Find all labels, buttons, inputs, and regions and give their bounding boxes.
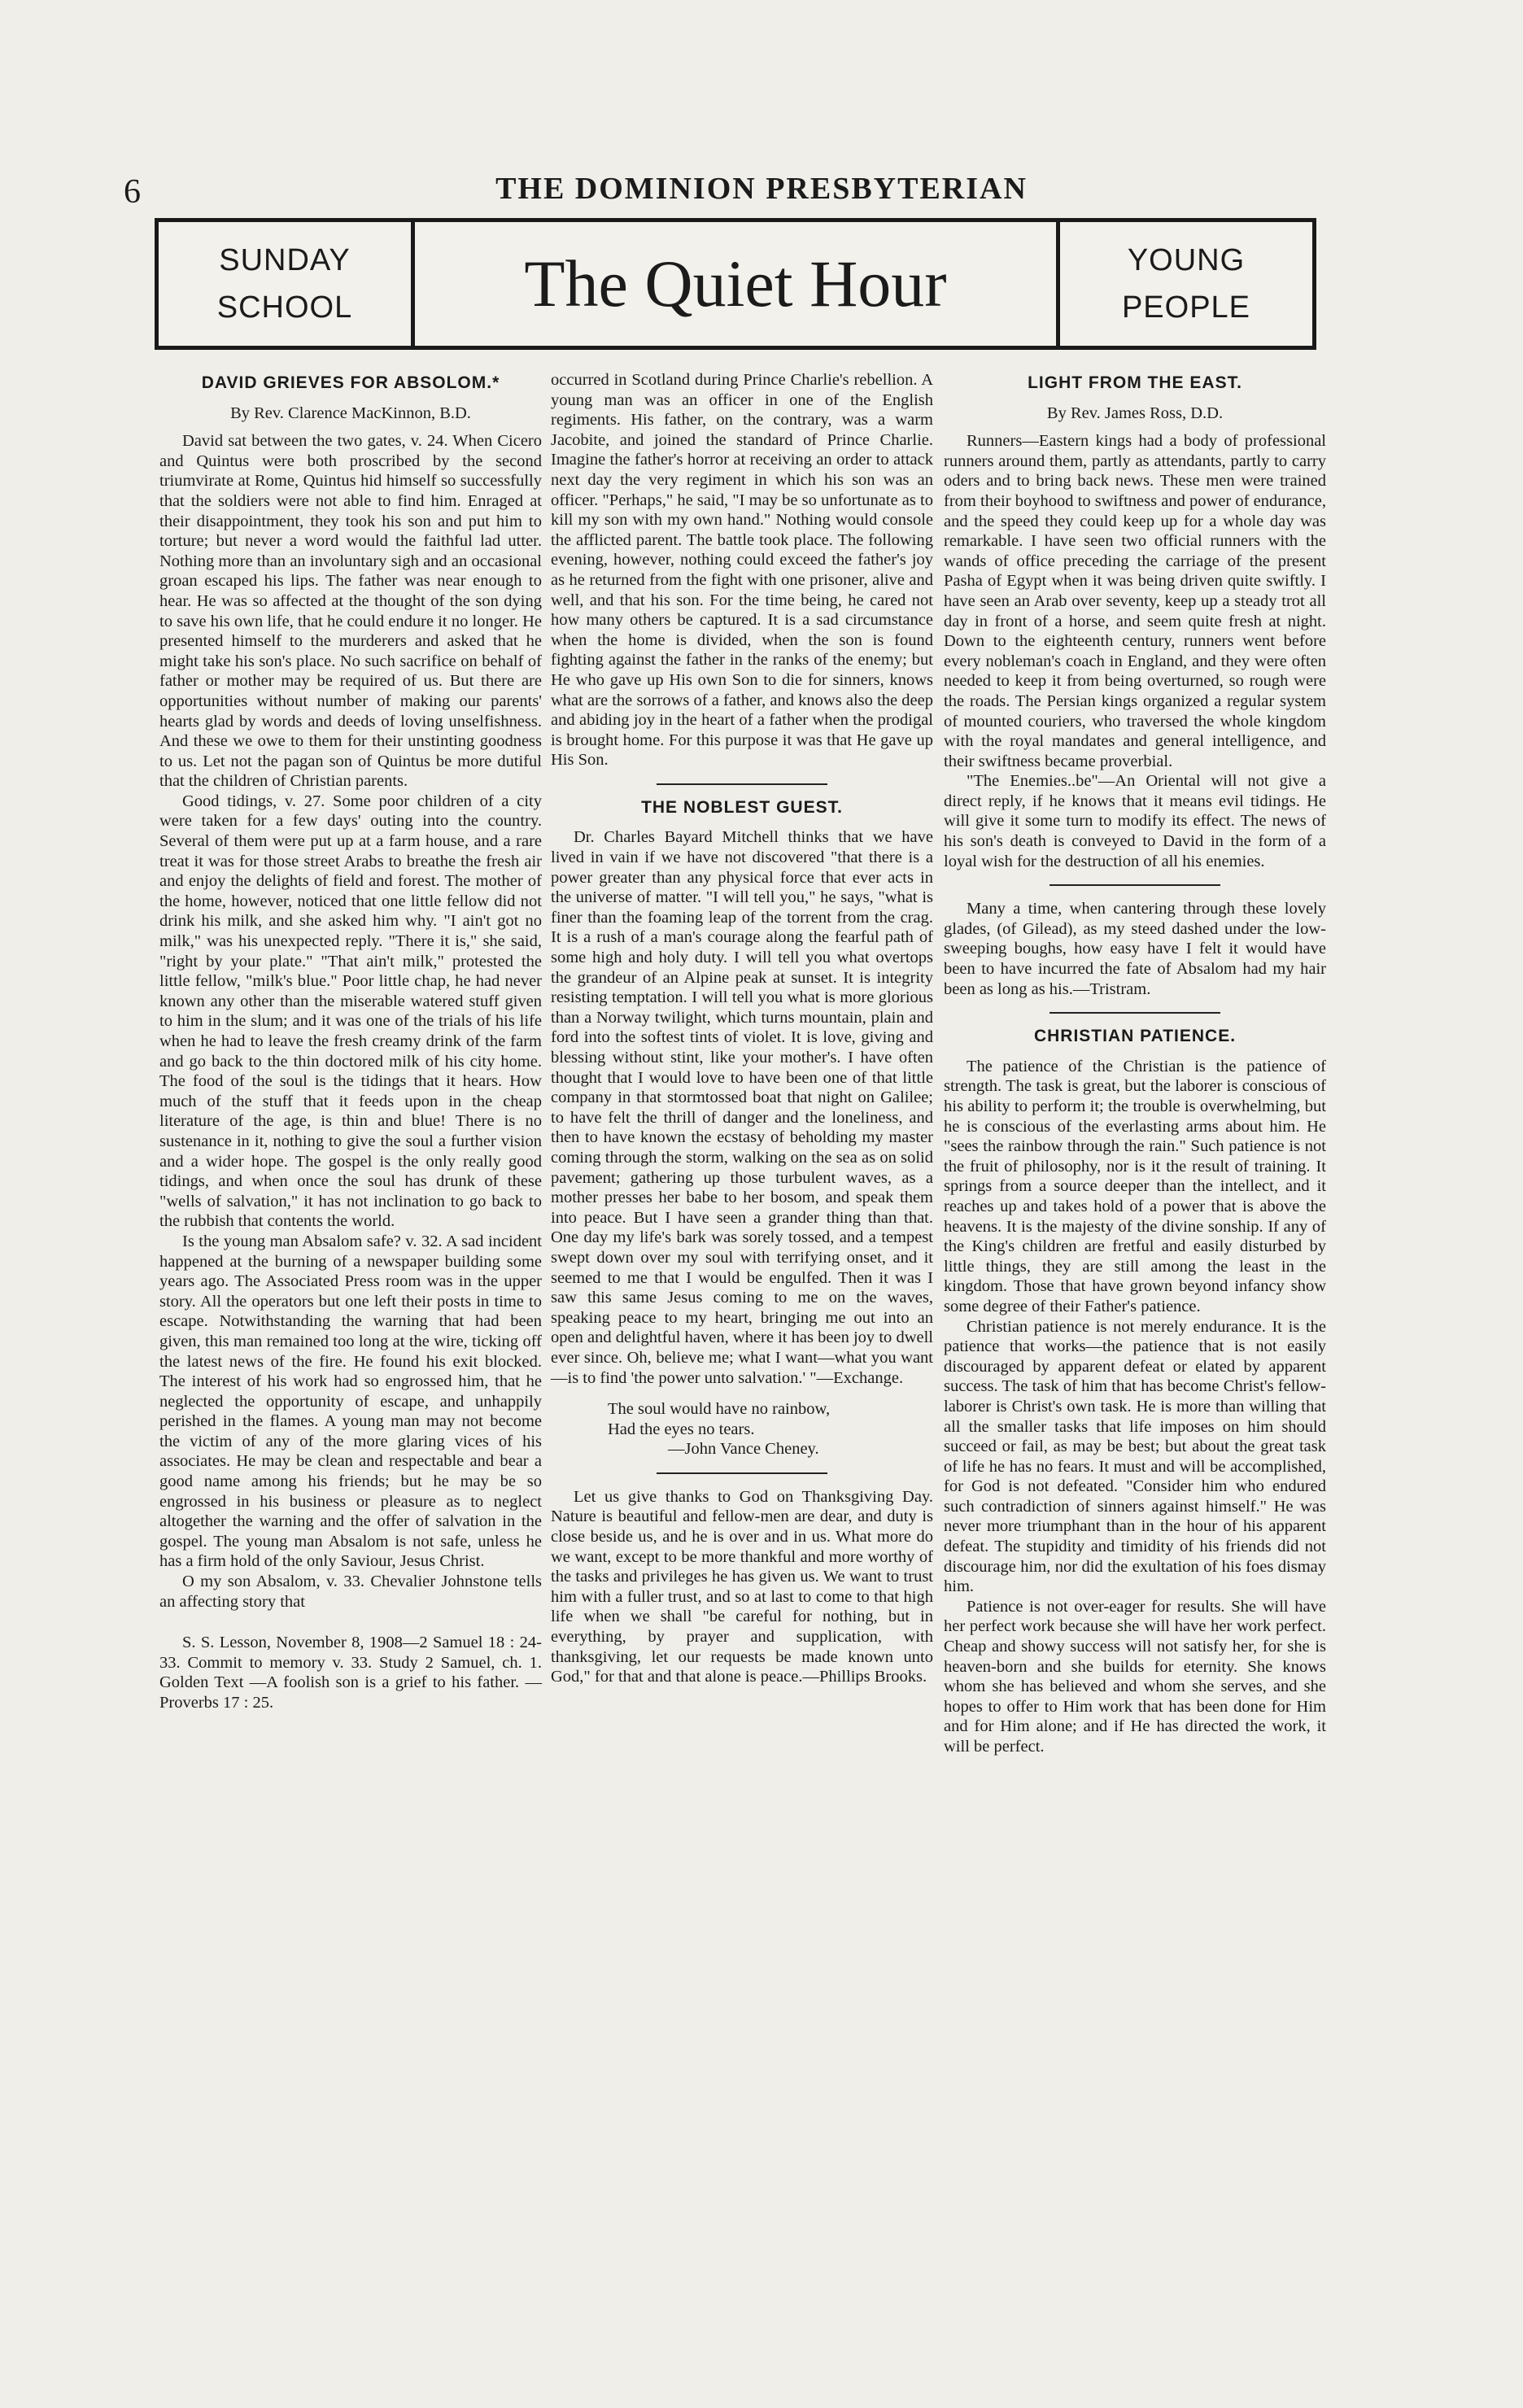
poem-attribution: —John Vance Cheney. xyxy=(668,1440,819,1459)
article-title-light: LIGHT FROM THE EAST. xyxy=(1028,373,1242,392)
poem-line: Had the eyes no tears. xyxy=(608,1420,755,1438)
paragraph: O my son Absalom, v. 33. Chevalier Johnstone tells an affecting story that xyxy=(159,1573,542,1611)
paragraph-tristram: Many a time, when cantering through these lovely glades, (of Gilead), as my steed dashed under the low-sweeping boughs, how easy have I felt it would have been to have incurred the fate of Absalom had my hair been as long as his.—Tristram. xyxy=(944,900,1326,998)
column-2 xyxy=(551,370,933,1687)
paragraph: Patience is not over-eager for results. She will have her perfect work because she will have her work perfect. Cheap and showy success will not satisfy her, for she is heaven-born and she builds for eternity. She knows whom she has believed and whom she serves, and she hopes to offer to Him work that has been done for Him and for Him alone; and if He has directed the work, it will be perfect. xyxy=(944,1597,1326,1756)
paragraph: Good tidings, v. 27. Some poor children of a city were taken for a few days' outing into the country. Several of them were put up at a farm house, and a rare treat it was for those street Arabs to breathe the fresh air and enjoy the delights of field and forest. The mother of the home, however, noticed that one little fellow did not drink his milk, and she asked him why. "I ain't got no milk," was his unexpected reply. "There it is," she said, "right by your plate." "That ain't milk," protested the little fellow, "milk's blue." Poor little chap, he had never known any other than the miserable watered stuff given to him in the slum; and it was one of the trials of his life when he had to leave the fresh creamy drink of the farm and go back to the thin doctored milk of his city home. The food of the soul is the tidings that it hears. How much of the stuff that it feeds upon in the cheap literature of the age, is thin and blue! There is no sustenance in it, nothing to give the soul a further vision and a wider hope. The gospel is the only really good tidings, and when once the soul has drunk of these "wells of salvation," it has not inclination to go back to the rubbish that contents the world. xyxy=(159,792,542,1231)
article-title-patience: CHRISTIAN PATIENCE. xyxy=(1033,1027,1237,1046)
poem xyxy=(608,1399,933,1459)
article-title-noblest: THE NOBLEST GUEST. xyxy=(641,797,843,817)
paragraph-continued: occurred in Scotland during Prince Charlie's rebellion. A young man was an officer in one of the English regiments. His father, on the contrary, was a warm Jacobite, and joined the standard of Prince Charlie. Imagine the father's horror at receiving an order to attack next day the very regiment in which his son was an officer. "Perhaps," he said, "I may be so unfortunate as to kill my son with my own hand." Nothing would console the afflicted parent. The battle took place. The following evening, however, nothing could exceed the father's joy as he returned from the fight with one prisoner, alive and well, and that his son. For the time being, he cared not how many others be captured. It is a sad circumstance when the home is divided, when the son is found fighting against the father in the ranks of the enemy; but He who gave up His own Son to die for sinners, knows what are the sorrows of a father, and knows also the deep and abiding joy in the heart of a father when the prodigal is brought home. For this purpose it was that He gave up His Son. xyxy=(551,371,933,770)
poem-line: The soul would have no rainbow, xyxy=(608,1400,831,1419)
column-3 xyxy=(944,370,1326,1757)
banner-sunday-school xyxy=(159,222,415,346)
page-number: 6 xyxy=(124,173,141,211)
publication-title: THE DOMINION PRESBYTERIAN xyxy=(495,172,1028,206)
column-1 xyxy=(159,370,542,1713)
lesson-note xyxy=(159,1633,542,1712)
banner-title: The Quiet Hour xyxy=(524,246,947,321)
byline-light: By Rev. James Ross, D.D. xyxy=(1046,404,1224,422)
byline-david: By Rev. Clarence MacKinnon, B.D. xyxy=(230,404,471,422)
divider xyxy=(657,1472,827,1474)
paragraph: Christian patience is not merely endurance. It is the patience that works—the patience that is not easily discouraged by apparent defeat or elated by apparent success. The task of him that has become Christ's fellow-laborer is Christ's own task. He is more than willing that all the smaller tasks that life imposes on him should succeed or fail, as may be best; but about the great task of life he has no fears. It must and will be accomplished, for God is not defeated. "Consider him who endured such contradiction of sinners against himself." He was never more triumphant than in the hour of his apparent defeat. The stupidity and timidity of his friends did not discourage him, nor did the exultation of his foes dismay him. xyxy=(944,1317,1326,1596)
banner-left-line1: SUNDAY xyxy=(219,243,351,277)
banner-young-people xyxy=(1056,222,1312,346)
paragraph: Is the young man Absalom safe? v. 32. A sad incident happened at the burning of a newspaper building some years ago. The Associated Press room was in the upper story. All the operators but one left their posts in time to escape. Notwithstanding the warning that had been given, this man remained too long at the wire, ticking off the latest news of the fire. He found his exit blocked. The interest of his work had so engrossed him, that he neglected the opportunity of escape, and unhappily perished in the flames. A young man may not become the victim of any of the more glaring vices of his associates. He may be clean and respectable and bear a good name among his friends; but he may be so engrossed in his business or pleasure as to neglect altogether the warning and the offer of salvation in the gospel. The young man Absalom is not safe, unless he has a firm hold of the only Saviour, Jesus Christ. xyxy=(159,1232,542,1571)
paragraph: Runners—Eastern kings had a body of professional runners around them, partly as attendants, partly to carry oders and to bring back news. These men were trained from their boyhood to swiftness and power of endurance, and the speed they could keep up for a whole day was remarkable. I have seen two official runners with the wands of office preceding the carriage of the present Pasha of Egypt when it was being driven quite swiftly. I have seen an Arab over seventy, keep up a steady trot all day in front of a horse, and seem quite fresh at night. Down to the eighteenth century, runners went before every nobleman's coach in England, and they were often needed to keep it from being overturned, so rough were the roads. The Persian kings organized a regular system of mounted couriers, who traversed the whole kingdom with the royal mandates and general intelligence, and their swiftness became proverbial. xyxy=(944,432,1326,770)
lesson-note-text: S. S. Lesson, November 8, 1908—2 Samuel 18 : 24-33. Commit to memory v. 33. Study 2 Samuel, ch. 1. Golden Text —A foolish son is a grief to his father. —Proverbs 17 : 25. xyxy=(159,1634,542,1712)
divider xyxy=(1050,884,1220,886)
article-title-david: DAVID GRIEVES FOR ABSOLOM.* xyxy=(201,373,500,392)
banner-right-line1: YOUNG xyxy=(1127,243,1246,277)
banner-left-line2: SCHOOL xyxy=(216,290,353,325)
divider xyxy=(1050,1012,1220,1014)
paragraph: Dr. Charles Bayard Mitchell thinks that we have lived in vain if we have not discovered "that there is a power greater than any physical force that ever acts in the universe of matter. "I will tell you," he says, "what is finer than the foaming leap of the torrent from the crag. It is a rush of a man's courage along the fearful path of some high and holy duty. I will tell you what overtops the grandeur of an Alpine peak at sunset. It is integrity resisting temptation. I will tell you what is more glorious than a Norway twilight, which turns mountain, plain and ford into the softest tints of violet. It is love, giving and blessing without stint, like your mother's. I have often thought that I would love to have been one of that little company in that stormtossed boat that night on Galilee; to have felt the thrill of danger and the loneliness, and then to have known the ecstasy of beholding my master coming through the storm, walking on the sea as on solid pavement; gathering up those turbulent waves, as a mother presses her babe to her bosom, and speak them into peace. But I have seen a grander thing than that. One day my life's bark was sorely tossed, and a tempest swept down over my soul with terrifying onset, and it seemed to me that I would be engulfed. Then it was I saw this same Jesus coming to me on the waves, speaking peace to my heart, bringing me out into an open and delightful haven, where it has been joy to dwell ever since. Oh, believe me; what I want—what you want—is to find 'the power unto salvation.' "—Exchange. xyxy=(551,828,933,1387)
paragraph: The patience of the Christian is the patience of strength. The task is great, but the laborer is conscious of his ability to perform it; the trouble is overwhelming, but he is conscious of the everlasting arms about him. He "sees the rainbow through the rain." Such patience is not the fruit of philosophy, nor is it the result of training. It springs from a source deeper than the intellect, and it reaches up and takes hold of a power that is above the heavens. It is the majesty of the divine sonship. If any of the King's children are fretful and easily disturbed by little things, they are still among the least in the kingdom. Those that have grown beyond infancy show some degree of their Father's patience. xyxy=(944,1057,1326,1315)
divider xyxy=(657,783,827,785)
section-banner xyxy=(155,218,1316,350)
paragraph: David sat between the two gates, v. 24. When Cicero and Quintus were both proscribed by the second triumvirate at Rome, Quintus hid himself so successfully that the soldiers were not able to find him. Enraged at their disappointment, they took his son and put him to torture; but never a word would the faithful lad utter. Nothing more than an involuntary sigh and an occasional groan escaped his lips. The father was near enough to hear. He was so affected at the thought of the son dying to save his own life, that he could endure it no longer. He presented himself to the murderers and asked that he might take his son's place. No such sacrifice on behalf of father or mother may be required of us. But there are opportunities without number of making our parents' hearts glad by words and deeds of loving unselfishness. And these we owe to them for their unstinting goodness to us. Let not the pagan son of Quintus be more dutiful that the children of Christian parents. xyxy=(159,432,542,791)
paragraph: "The Enemies..be"—An Oriental will not give a direct reply, if he knows that it means evil tidings. He will give it some turn to modify its effect. The news of his son's death is conveyed to David in the form of a loyal wish for the destruction of all his enemies. xyxy=(944,772,1326,870)
banner-right-line2: PEOPLE xyxy=(1121,290,1251,325)
paragraph-thanksgiving: Let us give thanks to God on Thanksgiving Day. Nature is beautiful and fellow-men are dear, and duty is close beside us, and he is over and in us. What more do we want, except to be more thankful and more worthy of the tasks and privileges he has given us. We want to trust him with a fuller trust, and so at last to come to that high life when we shall "be careful for nothing, but in everything, by prayer and supplication, with thanksgiving, let our requests be made known unto God," for that and that alone is peace.—Phillips Brooks. xyxy=(551,1487,933,1686)
